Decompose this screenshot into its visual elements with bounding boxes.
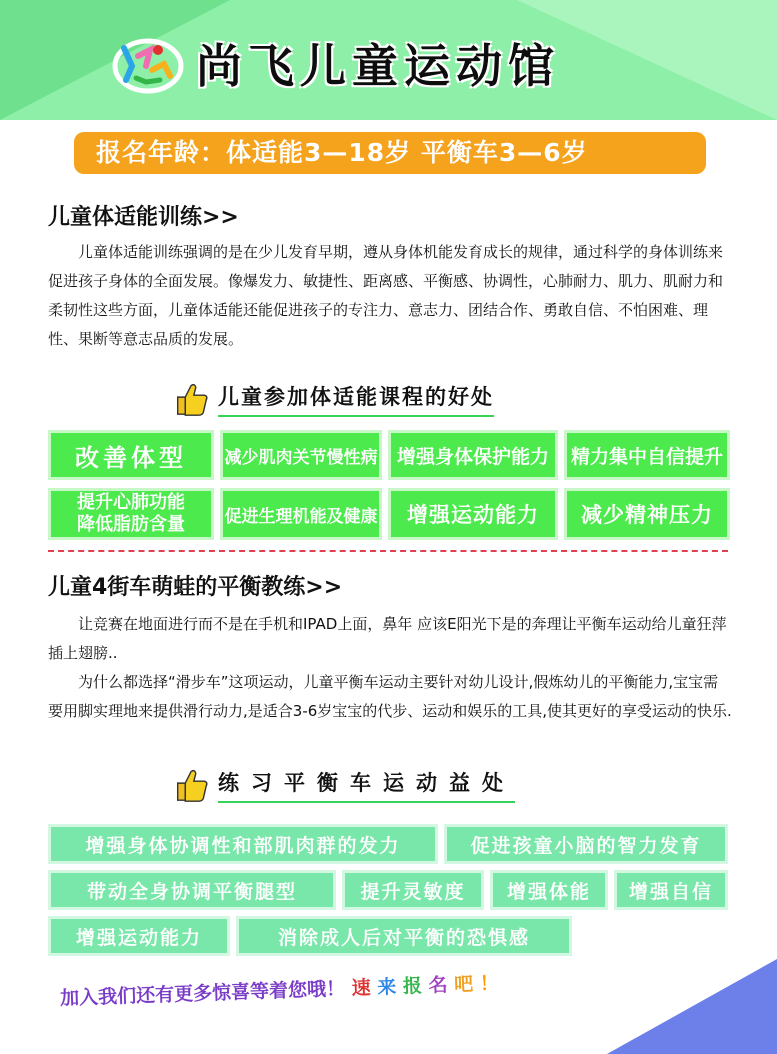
benefit-tag: 增强运动能力 (388, 488, 558, 540)
benefit-tag: 促进孩童小脑的智力发育 (444, 824, 728, 864)
slogan-char: ！ (479, 972, 500, 995)
paragraph-text: 为什么都选择“滑步车”这项运动，儿童平衡车运动主要针对幼儿设计,假炼幼儿的平衡能力,宝宝需要用脚实理地来提供滑行动力,是适合3-6岁宝宝的代步、运动和娱乐的工具,使其更好的享受运动的快乐. (48, 673, 732, 720)
section-paragraph-balance (48, 610, 732, 726)
paragraph-text: 儿童体适能训练强调的是在少儿发育早期，遵从身体机能发育成长的规律，通过科学的身体训练来促进孩子身体的全面发展。像爆发力、敏捷性、距离感、平衡感、协调性，心肺耐力、肌力、肌耐力和柔韧性这些方面，儿童体适能还能促进孩子的专注力、意志力、团结合作、勇敢自信、不怕困难、理性、果断等意志品质的发展。 (48, 243, 724, 348)
subtitle-balance-benefits (172, 766, 515, 804)
slogan-char: 名 (428, 974, 448, 997)
benefit-tag: 增强身体协调性和部肌肉群的发力 (48, 824, 438, 864)
section-paragraph-fitness (48, 238, 732, 354)
slogan-char: 报 (402, 975, 423, 998)
slogan-char: 来 (376, 975, 397, 999)
benefit-tag: 减少肌肉关节慢性病 (220, 430, 382, 480)
benefit-tag: 消除成人后对平衡的恐惧感 (236, 916, 572, 956)
section-divider (48, 550, 728, 552)
benefit-tag: 增强身体保护能力 (388, 430, 558, 480)
benefit-tag: 促进生理机能及健康 (220, 488, 382, 540)
subtitle-text: 儿童参加体适能课程的好处 (218, 381, 494, 417)
benefit-tag: 增强运动能力 (48, 916, 230, 956)
section-title-fitness: 儿童体适能训练>> (48, 205, 239, 230)
benefit-tag: 带动全身协调平衡腿型 (48, 870, 336, 910)
paragraph-text: 让竞赛在地面进行而不是在手机和IPAD上面，鼻年 应该E阳光下是的奔理让平衡车运动给儿童狂萍插上翅膀.. (48, 615, 727, 662)
thumbs-up-icon (172, 380, 210, 418)
thumbs-up-icon (172, 766, 210, 804)
age-banner: 报名年龄：体适能3—18岁 平衡车3—6岁 (74, 132, 706, 174)
slogan-char: 吧 (453, 973, 474, 996)
footer-slogan (60, 968, 500, 1010)
subtitle-text: 练习平衡车运动益处 (218, 767, 515, 803)
footer-triangle (607, 959, 777, 1054)
benefit-tag: 增强体能 (490, 870, 608, 910)
logo-icon (112, 36, 184, 94)
benefit-tag: 减少精神压力 (564, 488, 730, 540)
benefit-tag: 提升灵敏度 (342, 870, 484, 910)
slogan-char: 速 (351, 976, 372, 1000)
benefit-tag: 提升心肺功能 降低脂肪含量 (48, 488, 214, 540)
benefit-tag: 精力集中自信提升 (564, 430, 730, 480)
section-title-balance: 儿童4街车萌蛙的平衡教练>> (48, 575, 343, 600)
slogan-text: 加入我们还有更多惊喜等着您哦！ (59, 977, 346, 1010)
page-title: 尚飞儿童运动馆 (196, 39, 560, 93)
benefit-tag: 改善体型 (48, 430, 214, 480)
benefit-tag: 增强自信 (614, 870, 728, 910)
subtitle-fitness-benefits (172, 380, 494, 418)
